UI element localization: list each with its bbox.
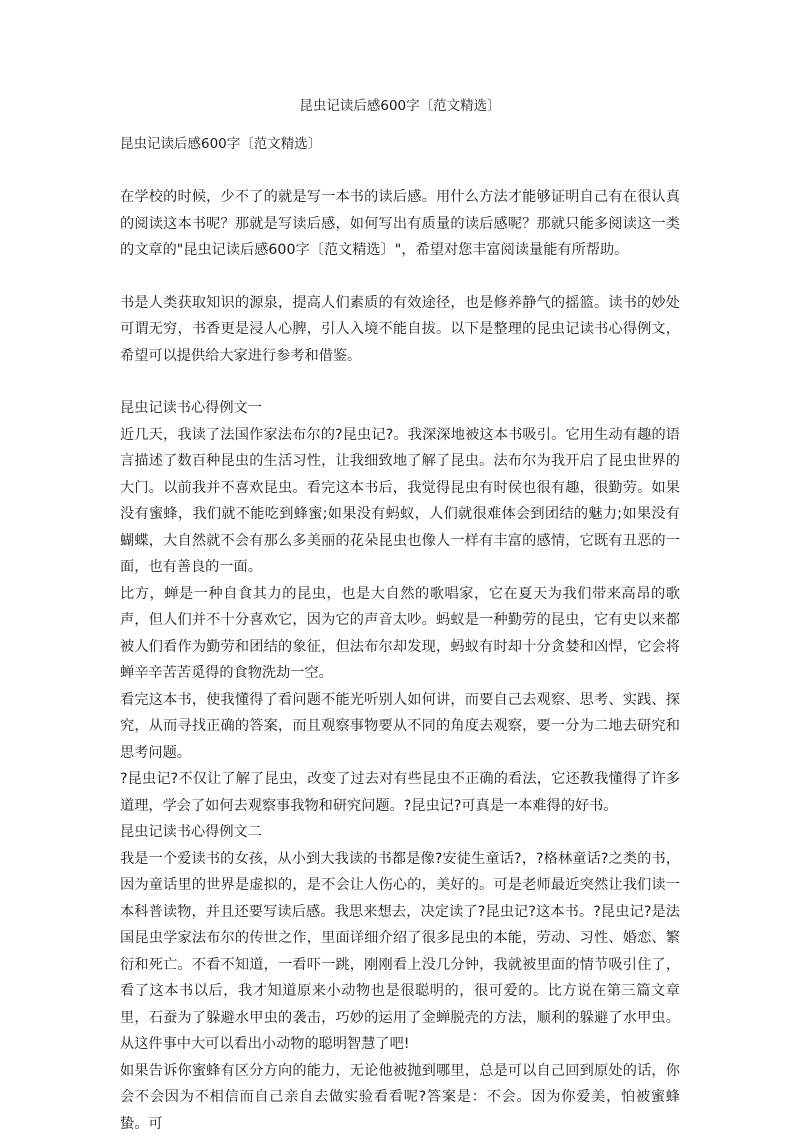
section-paragraph: ?昆虫记?不仅让了解了昆虫，改变了过去对有些昆虫不正确的看法，它还教我懂得了许多道理，学会了如何去观察事我物和研究问题。?昆虫记?可真是一本难得的好书。	[120, 766, 680, 819]
section-paragraph: 我是一个爱读书的女孩，从小到大我读的书都是像?安徒生童话?，?格林童话?之类的书，因为童话里的世界是虚拟的，是不会让人伤心的，美好的。可是老师最近突然让我们读一本科普读物，并且还要写读后感。我思来想去，决定读了?昆虫记?这本书。?昆虫记?是法国昆虫学家法布尔的传世之作，里面详细介绍了很多昆虫的本能，劳动、习性、婚恋、繁衍和死亡。不看不知道，一看吓一跳，刚刚看上没几分钟，我就被里面的情节吸引住了，看了这本书以后，我才知道原来小动物也是很聪明的，很可爱的。比方说在第三篇文章里，石蚕为了躲避水甲虫的袭击，巧妙的运用了金蝉脱壳的方法，顺利的躲避了水甲虫。从这件事中大可以看出小动物的聪明智慧了吧!	[120, 846, 680, 1058]
intro-paragraph-2: 书是人类获取知识的源泉，提高人们素质的有效途径，也是修养静气的摇篮。读书的妙处可谓无穷，书香更是浸人心脾，引人入境不能自拔。以下是整理的昆虫记读书心得例文，希望可以提供给大家进行参考和借鉴。	[120, 290, 680, 370]
section-paragraph: 如果告诉你蜜蜂有区分方向的能力，无论他被抛到哪里，总是可以自己回到原处的话，你会不会因为不相信而自己亲自去做实验看看呢?答案是：不会。因为你爱美，怕被蜜蜂蛰。可	[120, 1058, 680, 1137]
section-example-1	[120, 395, 680, 819]
section-heading: 昆虫记读书心得例文一	[120, 395, 680, 422]
section-paragraph: 看完这本书，使我懂得了看问题不能光听别人如何讲，而要自己去观察、思考、实践、探究，从而寻找正确的答案，而且观察事物要从不同的角度去观察，要一分为二地去研究和思考问题。	[120, 687, 680, 767]
section-example-2	[120, 819, 680, 1137]
section-heading: 昆虫记读书心得例文二	[120, 819, 680, 846]
intro-paragraph-1: 在学校的时候，少不了的就是写一本书的读后感。用什么方法才能够证明自己有在很认真的阅读这本书呢？那就是写读后感，如何写出有质量的读后感呢？那就只能多阅读这一类的文章的"昆虫记读后感600字〔范文精选〕"，希望对您丰富阅读量能有所帮助。	[120, 184, 680, 264]
section-paragraph: 近几天，我读了法国作家法布尔的?昆虫记?。我深深地被这本书吸引。它用生动有趣的语言描述了数百种昆虫的生活习性，让我细致地了解了昆虫。法布尔为我开启了昆虫世界的大门。以前我并不喜欢昆虫。看完这本书后，我觉得昆虫有时侯也很有趣，很勤劳。如果没有蜜蜂，我们就不能吃到蜂蜜;如果没有蚂蚁，人们就很难体会到团结的魅力;如果没有蝴蝶，大自然就不会有那么多美丽的花朵昆虫也像人一样有丰富的感情，它既有丑恶的一面，也有善良的一面。	[120, 422, 680, 581]
document-title: 昆虫记读后感600字〔范文精选〕	[120, 96, 680, 116]
section-paragraph: 比方，蝉是一种自食其力的昆虫，也是大自然的歌唱家，它在夏天为我们带来高昂的歌声，但人们并不十分喜欢它，因为它的声音太吵。蚂蚁是一种勤劳的昆虫，它有史以来都被人们看作为勤劳和团结的象征，但法布尔却发现，蚂蚁有时却十分贪婪和凶悍，它会将蝉辛辛苦苦觅得的食物洗劫一空。	[120, 581, 680, 687]
document-subtitle: 昆虫记读后感600字〔范文精选〕	[120, 134, 680, 154]
